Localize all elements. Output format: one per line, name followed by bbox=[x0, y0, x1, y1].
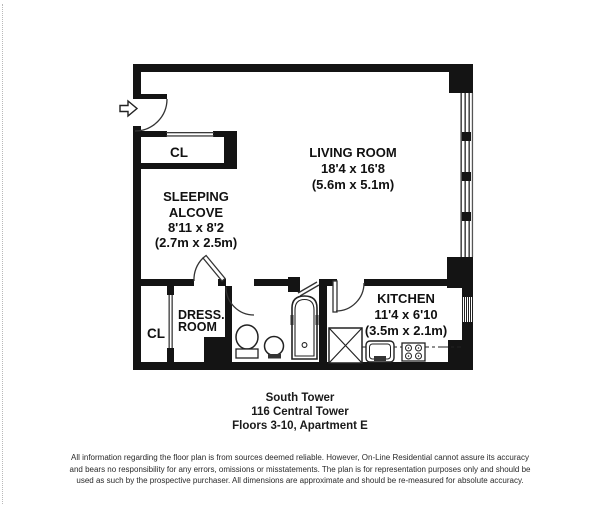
dressing-closet-label: CL bbox=[147, 326, 165, 341]
wall-segment bbox=[204, 337, 232, 363]
kitchen-door-arc bbox=[336, 283, 364, 311]
toilet-tank bbox=[236, 349, 258, 358]
dress-room-label-2: ROOM bbox=[178, 320, 217, 334]
disclaimer-line-3: used as such by the prospective purchaser. All dimensions are approximate and should be re-measured for absolute accuracy. bbox=[76, 476, 524, 486]
bathtub-grip bbox=[291, 315, 294, 325]
floors-apartment: Floors 3-10, Apartment E bbox=[232, 420, 368, 432]
wall-segment bbox=[319, 279, 327, 365]
sleeping-alcove-dim-ft: 8'11 x 8'2 bbox=[167, 220, 225, 235]
alcove-door-leaf bbox=[203, 256, 225, 282]
kitchen-label: KITCHEN bbox=[377, 291, 435, 306]
bathtub-drain bbox=[302, 343, 307, 348]
stove bbox=[402, 343, 425, 361]
kitchen-dim-ft: 11'4 x 6'10 bbox=[374, 307, 438, 322]
entry-closet-walls bbox=[141, 131, 237, 169]
bathroom-fixtures bbox=[236, 296, 319, 359]
entrance-arrow-icon bbox=[120, 101, 137, 116]
living-room-window bbox=[461, 93, 474, 257]
wall-segment bbox=[254, 279, 288, 286]
closet-door-line bbox=[166, 135, 214, 136]
wall-segment bbox=[141, 131, 167, 137]
wall-segment bbox=[141, 163, 237, 169]
caption bbox=[0, 391, 600, 433]
alcove-door-arc bbox=[194, 258, 203, 281]
living-room-dim-m: (5.6m x 5.1m) bbox=[311, 177, 395, 192]
closet-door-line bbox=[166, 132, 214, 133]
wall-segment bbox=[167, 282, 174, 295]
wall-segment bbox=[133, 64, 473, 72]
building-name: South Tower bbox=[265, 392, 335, 404]
window-mullion bbox=[462, 132, 471, 141]
wall-segment bbox=[288, 277, 300, 292]
wall-segment bbox=[448, 340, 473, 368]
stove-burner-dot bbox=[418, 355, 420, 357]
stove-burner-dot bbox=[418, 347, 420, 349]
stove-burner-dot bbox=[408, 355, 410, 357]
window-mullion bbox=[462, 172, 471, 181]
kitchen-door-leaf bbox=[333, 281, 337, 312]
wall-segment bbox=[133, 126, 141, 370]
window-mullion bbox=[462, 212, 471, 221]
window-line bbox=[461, 93, 462, 257]
disclaimer-line-1: All information regarding the floor plan is from sources deemed reliable. However, On-Line Residential cannot assure its accuracy bbox=[70, 453, 529, 462]
sleeping-alcove-label-2: ALCOVE bbox=[168, 205, 224, 220]
wall-segment bbox=[364, 279, 448, 286]
wall-segment bbox=[133, 362, 473, 370]
sleeping-alcove-label-1: SLEEPING bbox=[163, 189, 229, 204]
disclaimer-line-2: and bears no responsibility for any errors, omissions or misstatements. The plan is for representation purposes only and should be bbox=[69, 464, 531, 474]
disclaimer bbox=[0, 452, 600, 487]
living-room-dim-ft: 18'4 x 16'8 bbox=[320, 161, 386, 176]
kitchen-window bbox=[463, 297, 473, 322]
closet-door-line bbox=[169, 295, 170, 348]
wall-segment bbox=[462, 282, 473, 297]
living-room-label: LIVING ROOM bbox=[309, 145, 397, 160]
bathroom-sink bbox=[265, 337, 284, 356]
bathroom-sink-base bbox=[268, 354, 281, 359]
toilet bbox=[236, 325, 258, 349]
window-line bbox=[472, 93, 473, 257]
wall-segment bbox=[449, 64, 473, 93]
entry-closet-label: CL bbox=[170, 145, 188, 160]
wall-segment bbox=[167, 348, 174, 363]
wall-segment bbox=[133, 64, 141, 95]
stove-burner-dot bbox=[408, 347, 410, 349]
closet-door-line bbox=[172, 295, 173, 348]
building-address: 116 Central Tower bbox=[251, 406, 349, 418]
bathtub-grip bbox=[316, 315, 319, 325]
kitchen-dim-m: (3.5m x 2.1m) bbox=[364, 323, 448, 338]
kitchen-sink-faucet bbox=[374, 356, 386, 361]
entry-door-leaf bbox=[133, 94, 167, 99]
dress-room-label-1: DRESS. bbox=[178, 308, 225, 322]
sleeping-alcove-dim-m: (2.7m x 2.5m) bbox=[154, 235, 238, 250]
